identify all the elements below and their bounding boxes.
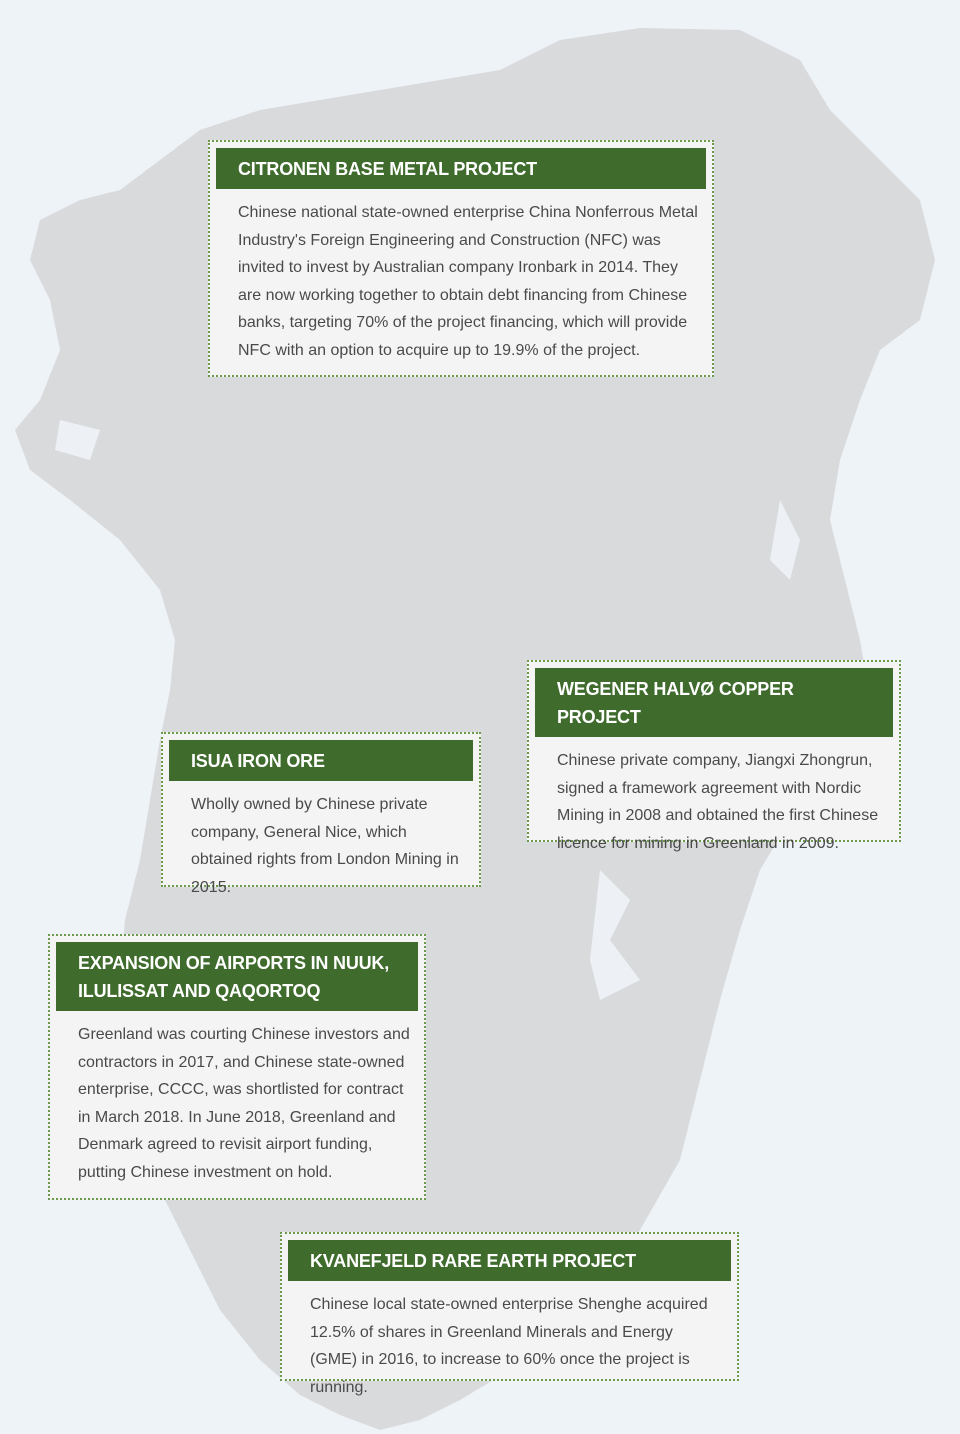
card-body: Wholly owned by Chinese private company, General Nice, which obtained rights from London Mining in 2015. (191, 796, 459, 896)
card-airports (48, 934, 426, 1200)
card-title: ISUA IRON ORE (169, 740, 473, 781)
card-wegener (527, 660, 901, 852)
card-citronen (208, 140, 714, 377)
card-title: EXPANSION OF AIRPORTS IN NUUK, ILULISSAT AND QAQORTOQ (56, 942, 418, 1011)
card-kvanefjeld (280, 1232, 739, 1396)
card-title: KVANEFJELD RARE EARTH PROJECT (288, 1240, 731, 1281)
card-body: Chinese national state-owned enterprise China Nonferrous Metal Industry's Foreign Engineering and Construction (NFC) was invited to invest by Australian company Ironbark in 2014. They are now working together to obtain debt financing from Chinese banks, targeting 70% of the project financing, which will provide NFC with an option to acquire up to 19.9% of the project. (238, 204, 698, 359)
card-body: Chinese private company, Jiangxi Zhongrun, signed a framework agreement with Nordic Mining in 2008 and obtained the first Chinese licence for mining in Greenland in 2009. (557, 752, 879, 852)
card-body: Chinese local state-owned enterprise Shenghe acquired 12.5% of shares in Greenland Minerals and Energy (GME) in 2016, to increase to 60% once the project is running. (310, 1296, 708, 1396)
card-title: WEGENER HALVØ COPPER PROJECT (535, 668, 893, 737)
card-isua (161, 732, 481, 896)
card-body: Greenland was courting Chinese investors and contractors in 2017, and Chinese state-owned enterprise, CCCC, was shortlisted for contract in March 2018. In June 2018, Greenland and Denmark agreed to revisit airport funding, putting Chinese investment on hold. (78, 1026, 410, 1181)
card-title: CITRONEN BASE METAL PROJECT (216, 148, 706, 189)
